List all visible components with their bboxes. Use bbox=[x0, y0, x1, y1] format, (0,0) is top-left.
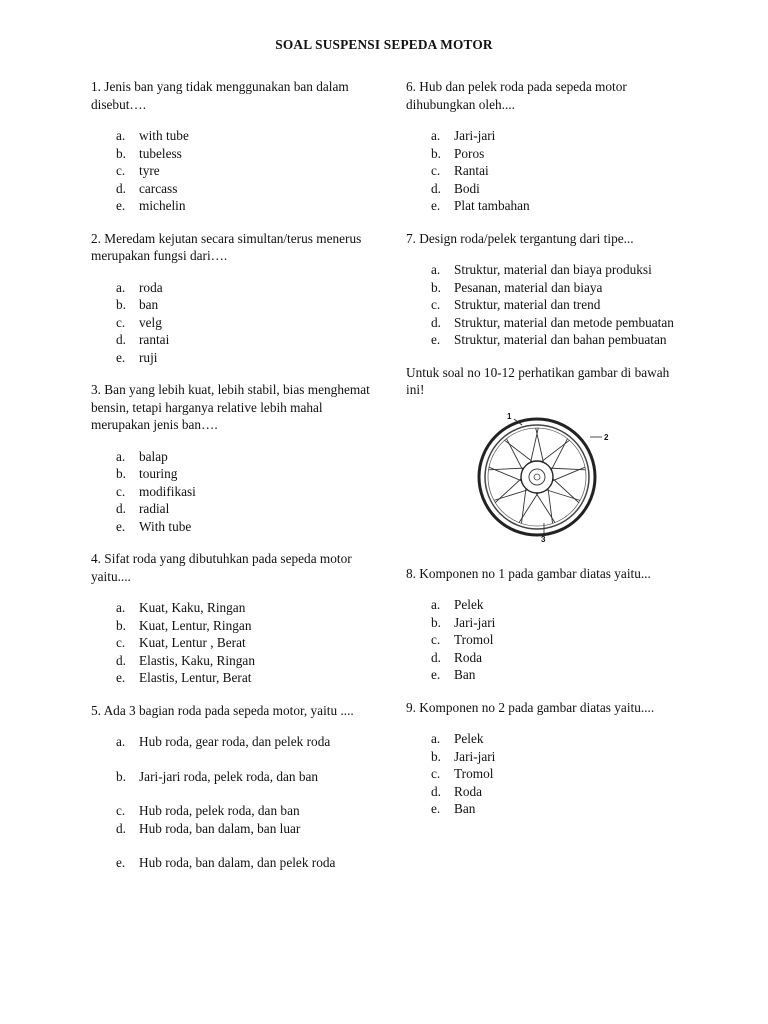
option-text: Kuat, Lentur, Ringan bbox=[139, 617, 252, 633]
question-block bbox=[406, 565, 691, 684]
option-text: Pelek bbox=[454, 731, 484, 746]
wheel-figure bbox=[406, 411, 691, 543]
option-text: Jari-jari bbox=[454, 614, 496, 630]
option-item bbox=[91, 465, 374, 483]
option-text: With tube bbox=[139, 518, 192, 534]
option-letter: c. bbox=[116, 163, 126, 178]
spoke-line bbox=[548, 468, 586, 470]
option-item bbox=[91, 820, 374, 838]
option-letter: c. bbox=[116, 314, 126, 330]
option-text: ban bbox=[139, 297, 159, 312]
question-text: 9. Komponen no 2 pada gambar diatas yaitu.... bbox=[406, 699, 655, 715]
option-text: Rantai bbox=[454, 163, 489, 178]
option-item bbox=[91, 314, 374, 332]
option-letter: a. bbox=[116, 279, 126, 295]
option-text: Kuat, Kaku, Ringan bbox=[139, 600, 246, 615]
option-text: Hub roda, pelek roda, dan ban bbox=[139, 803, 300, 818]
option-letter: c. bbox=[431, 163, 441, 178]
option-item bbox=[406, 783, 691, 801]
option-letter: b. bbox=[431, 748, 441, 764]
option-item bbox=[91, 483, 374, 501]
spoke-line bbox=[495, 477, 523, 503]
option-text: Elastis, Kaku, Ringan bbox=[139, 652, 255, 668]
option-item bbox=[91, 296, 374, 314]
option-item bbox=[406, 279, 691, 297]
option-text: Tromol bbox=[454, 766, 494, 781]
option-letter: a. bbox=[431, 731, 441, 746]
option-letter: d. bbox=[431, 314, 441, 330]
option-item bbox=[91, 448, 374, 466]
option-list bbox=[91, 448, 374, 536]
option-item bbox=[91, 127, 374, 145]
option-text: roda bbox=[139, 279, 163, 295]
option-item bbox=[406, 180, 691, 198]
option-text: Elastis, Lentur, Berat bbox=[139, 670, 252, 685]
option-letter: c. bbox=[116, 803, 126, 818]
option-item bbox=[406, 596, 691, 614]
option-text: Jari-jari bbox=[454, 748, 496, 764]
option-list bbox=[91, 279, 374, 367]
option-letter: e. bbox=[431, 801, 441, 816]
figure-label-2: 2 bbox=[604, 432, 609, 442]
question-block bbox=[91, 702, 374, 872]
left-column bbox=[91, 78, 374, 887]
option-list bbox=[406, 261, 691, 349]
option-letter: e. bbox=[431, 332, 441, 347]
option-item bbox=[406, 197, 691, 215]
option-text: Struktur, material dan biaya produksi bbox=[454, 262, 652, 277]
option-letter: b. bbox=[431, 614, 441, 630]
option-letter: b. bbox=[116, 617, 126, 633]
option-text: tubeless bbox=[139, 145, 182, 161]
option-letter: d. bbox=[431, 783, 441, 799]
question-text: 8. Komponen no 1 pada gambar diatas yaitu... bbox=[406, 565, 651, 581]
option-letter: b. bbox=[431, 145, 441, 161]
option-letter: a. bbox=[116, 734, 126, 749]
spoke-line bbox=[550, 438, 567, 472]
option-letter: c. bbox=[431, 766, 441, 781]
option-letter: d. bbox=[431, 649, 441, 665]
option-item bbox=[91, 768, 374, 786]
question-block bbox=[406, 78, 691, 215]
option-item bbox=[91, 652, 374, 670]
option-list bbox=[91, 733, 374, 872]
option-text: Struktur, material dan bahan pembuatan bbox=[454, 332, 667, 347]
option-text: balap bbox=[139, 448, 168, 464]
option-text: Tromol bbox=[454, 632, 494, 647]
option-item bbox=[406, 261, 691, 279]
option-text: Kuat, Lentur , Berat bbox=[139, 635, 246, 650]
option-item bbox=[91, 145, 374, 163]
option-text: touring bbox=[139, 466, 178, 481]
option-item bbox=[91, 669, 374, 687]
option-text: Jari-jari roda, pelek roda, dan ban bbox=[139, 768, 319, 784]
option-text: velg bbox=[139, 314, 162, 330]
option-text: Ban bbox=[454, 667, 476, 682]
option-item bbox=[91, 500, 374, 518]
option-item bbox=[406, 127, 691, 145]
option-letter: b. bbox=[116, 145, 126, 161]
option-text: Bodi bbox=[454, 180, 480, 196]
option-letter: a. bbox=[116, 600, 126, 615]
question-text: 5. Ada 3 bagian roda pada sepeda motor, yaitu .... bbox=[91, 702, 354, 718]
option-letter: e. bbox=[116, 670, 126, 685]
question-block bbox=[91, 230, 374, 367]
option-item bbox=[91, 279, 374, 297]
option-text: radial bbox=[139, 501, 170, 516]
right-column bbox=[406, 78, 691, 833]
option-letter: d. bbox=[431, 180, 441, 196]
question-block bbox=[91, 381, 374, 535]
axle-hole bbox=[534, 474, 540, 480]
option-item bbox=[406, 296, 691, 314]
question-text: 6. Hub dan pelek roda pada sepeda motor dihubungkan oleh.... bbox=[406, 79, 627, 112]
option-item bbox=[406, 145, 691, 163]
option-text: with tube bbox=[139, 128, 189, 143]
spoke-line bbox=[489, 468, 527, 470]
spoke-line bbox=[535, 490, 555, 522]
option-letter: e. bbox=[116, 518, 126, 534]
option-letter: d. bbox=[116, 652, 126, 668]
question-text: 7. Design roda/pelek tergantung dari tipe... bbox=[406, 230, 634, 246]
option-item bbox=[91, 162, 374, 180]
option-text: Struktur, material dan metode pembuatan bbox=[454, 314, 674, 330]
option-item bbox=[406, 748, 691, 766]
question-block bbox=[91, 78, 374, 215]
option-item bbox=[91, 349, 374, 367]
option-item bbox=[91, 617, 374, 635]
option-item bbox=[91, 854, 374, 872]
option-text: Hub roda, ban dalam, ban luar bbox=[139, 820, 301, 836]
option-letter: a. bbox=[116, 128, 126, 143]
option-text: Plat tambahan bbox=[454, 198, 530, 213]
option-letter: a. bbox=[431, 262, 441, 277]
spoke-line bbox=[536, 428, 544, 465]
question-text: 2. Meredam kejutan secara simultan/terus menerus merupakan fungsi dari…. bbox=[91, 230, 362, 263]
option-text: Roda bbox=[454, 649, 483, 665]
option-letter: c. bbox=[116, 483, 126, 499]
spoked-wheel-image bbox=[474, 411, 614, 543]
option-text: Struktur, material dan trend bbox=[454, 297, 601, 312]
option-list bbox=[406, 127, 691, 215]
option-item bbox=[406, 614, 691, 632]
option-item bbox=[406, 162, 691, 180]
option-item bbox=[406, 631, 691, 649]
figure-label-3: 3 bbox=[541, 534, 546, 543]
option-text: Hub roda, gear roda, dan pelek roda bbox=[139, 734, 331, 749]
option-item bbox=[406, 331, 691, 349]
option-item bbox=[91, 331, 374, 349]
option-item bbox=[406, 765, 691, 783]
option-letter: b. bbox=[116, 466, 126, 481]
question-text: 1. Jenis ban yang tidak menggunakan ban dalam disebut…. bbox=[91, 79, 349, 112]
document-title: SOAL SUSPENSI SEPEDA MOTOR bbox=[275, 37, 493, 52]
option-letter: e. bbox=[431, 667, 441, 682]
option-list bbox=[406, 596, 691, 684]
option-letter: b. bbox=[116, 297, 126, 312]
option-item bbox=[406, 730, 691, 748]
option-text: Hub roda, ban dalam, dan pelek roda bbox=[139, 855, 336, 870]
option-item bbox=[91, 802, 374, 820]
option-letter: a. bbox=[431, 597, 441, 612]
option-text: tyre bbox=[139, 163, 160, 178]
option-item bbox=[91, 518, 374, 536]
option-letter: b. bbox=[116, 768, 126, 784]
option-letter: c. bbox=[431, 632, 441, 647]
option-text: Poros bbox=[454, 145, 485, 161]
option-letter: b. bbox=[431, 279, 441, 295]
option-list bbox=[406, 730, 691, 818]
option-list bbox=[91, 127, 374, 215]
question-block bbox=[406, 230, 691, 349]
option-text: Roda bbox=[454, 783, 483, 799]
option-text: Pesanan, material dan biaya bbox=[454, 279, 603, 295]
option-letter: d. bbox=[116, 332, 126, 347]
option-text: ruji bbox=[139, 349, 158, 365]
option-letter: d. bbox=[116, 820, 126, 836]
option-letter: e. bbox=[431, 198, 441, 213]
option-text: Ban bbox=[454, 801, 476, 816]
option-text: Jari-jari bbox=[454, 128, 496, 143]
figure-label-1: 1 bbox=[507, 411, 512, 421]
option-item bbox=[406, 649, 691, 667]
option-text: modifikasi bbox=[139, 483, 196, 499]
option-letter: c. bbox=[431, 297, 441, 312]
option-item bbox=[91, 180, 374, 198]
option-letter: e. bbox=[116, 855, 126, 870]
option-text: rantai bbox=[139, 332, 170, 347]
question-text: 3. Ban yang lebih kuat, lebih stabil, bias menghemat bensin, tetapi harganya relative lebih mahal merupakan jenis ban…. bbox=[91, 382, 370, 432]
question-block bbox=[406, 699, 691, 818]
option-text: carcass bbox=[139, 180, 178, 196]
option-letter: a. bbox=[431, 128, 441, 143]
option-item bbox=[91, 599, 374, 617]
option-list bbox=[91, 599, 374, 687]
figure-instruction: Untuk soal no 10-12 perhatikan gambar di bawah ini! bbox=[406, 364, 670, 397]
option-item bbox=[91, 733, 374, 751]
option-letter: e. bbox=[116, 349, 126, 365]
spoke-line bbox=[505, 440, 535, 463]
option-text: Pelek bbox=[454, 597, 484, 612]
option-item bbox=[406, 314, 691, 332]
option-letter: a. bbox=[116, 448, 126, 464]
option-item bbox=[91, 634, 374, 652]
question-block bbox=[91, 550, 374, 687]
option-letter: c. bbox=[116, 635, 126, 650]
option-text: michelin bbox=[139, 198, 186, 213]
option-item bbox=[406, 666, 691, 684]
option-letter: e. bbox=[116, 198, 126, 213]
option-letter: d. bbox=[116, 501, 126, 516]
option-letter: d. bbox=[116, 180, 126, 196]
option-item bbox=[406, 800, 691, 818]
question-text: 4. Sifat roda yang dibutuhkan pada sepeda motor yaitu.... bbox=[91, 551, 352, 584]
option-item bbox=[91, 197, 374, 215]
